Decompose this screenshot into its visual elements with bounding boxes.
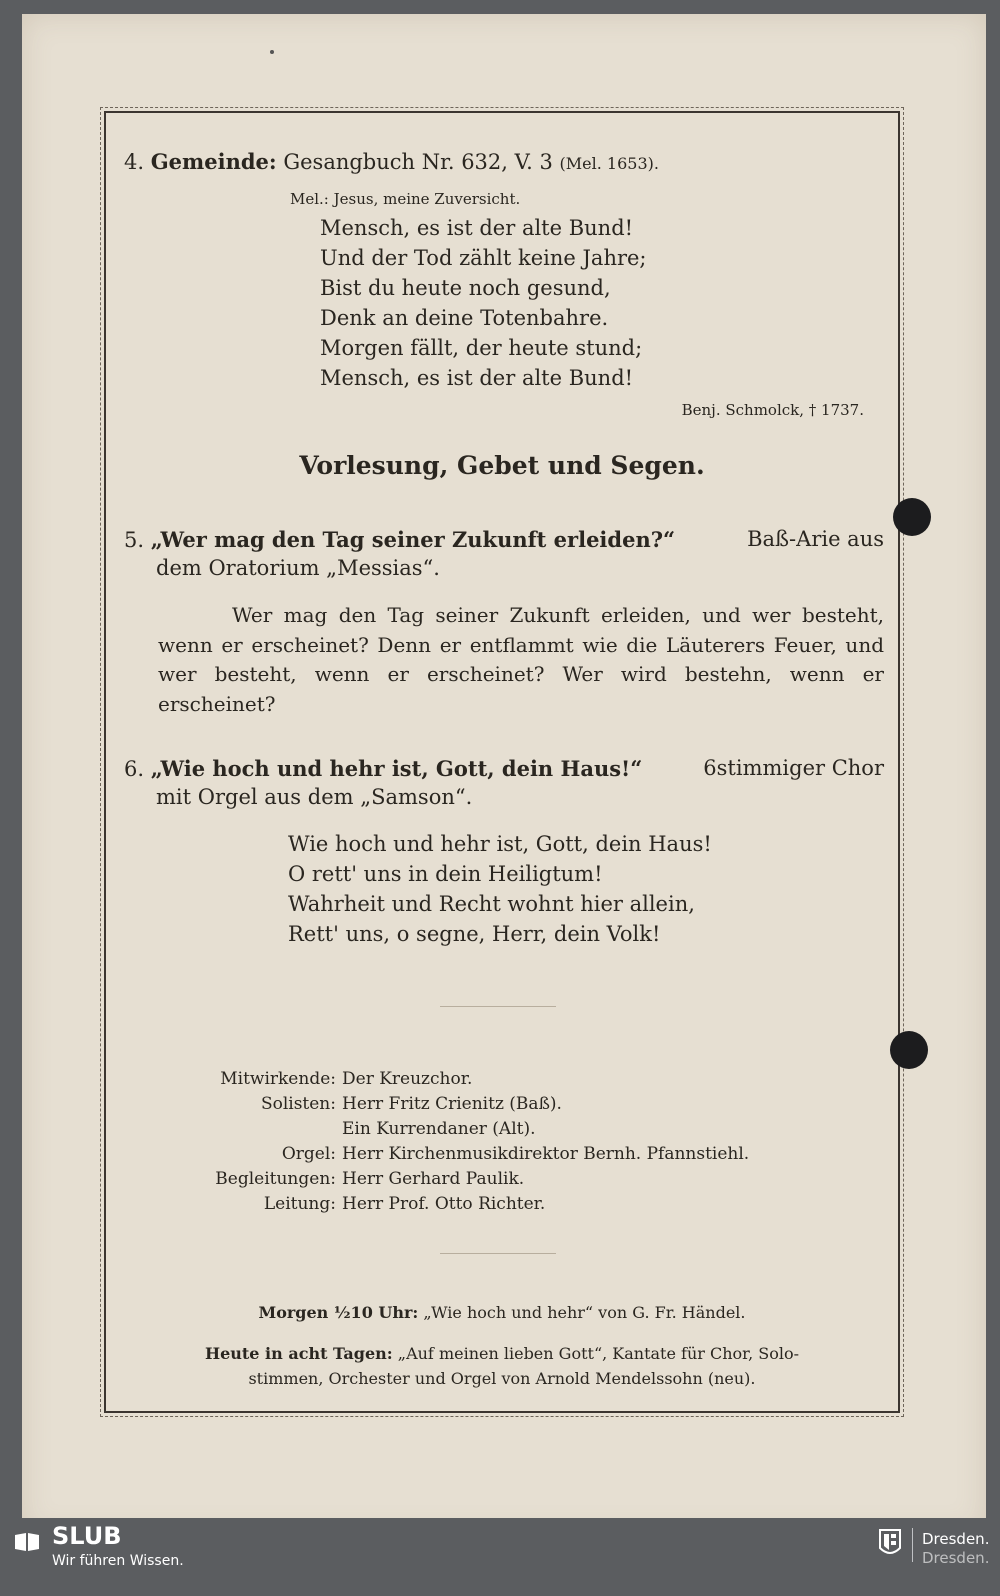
next-week-note bbox=[106, 1344, 898, 1363]
item4-label: Gemeinde: bbox=[150, 149, 277, 174]
credits-list bbox=[106, 1067, 749, 1217]
verse-line: O rett' uns in dein Heiligtum! bbox=[288, 862, 603, 886]
dresden-logo-mirror: Dresden. bbox=[922, 1549, 990, 1567]
item6-desc-a: 6stimmiger Chor bbox=[703, 756, 884, 780]
item4-author: Benj. Schmolck, † 1737. bbox=[681, 401, 864, 419]
credit-row bbox=[106, 1117, 749, 1142]
credit-label: Solisten: bbox=[260, 1094, 336, 1114]
tomorrow-text: „Wie hoch und hehr“ von G. Fr. Händel. bbox=[423, 1303, 746, 1322]
verse-line: Und der Tod zählt keine Jahre; bbox=[320, 246, 647, 270]
footer-divider bbox=[912, 1528, 913, 1562]
credit-label: Mitwirkende: bbox=[220, 1069, 336, 1089]
verse-line: Morgen fällt, der heute stund; bbox=[320, 336, 643, 360]
credit-label: Orgel: bbox=[281, 1144, 336, 1164]
verse-line: Mensch, es ist der alte Bund! bbox=[320, 366, 634, 390]
punch-hole bbox=[893, 498, 931, 536]
tomorrow-note bbox=[106, 1303, 898, 1322]
credit-row bbox=[106, 1167, 749, 1192]
item6-desc-b: mit Orgel aus dem „Samson“. bbox=[156, 785, 473, 809]
credit-row bbox=[106, 1192, 749, 1217]
credit-value: Herr Gerhard Paulik. bbox=[342, 1169, 525, 1189]
program-frame bbox=[104, 111, 900, 1413]
item6-line bbox=[124, 756, 642, 781]
paper-speck bbox=[270, 50, 274, 54]
item5-line bbox=[124, 527, 675, 552]
item6-title: „Wie hoch und hehr ist, Gott, dein Haus!“ bbox=[150, 756, 643, 781]
credit-row bbox=[106, 1092, 749, 1117]
credit-value: Ein Kurrendaner (Alt). bbox=[342, 1119, 536, 1139]
credit-label: Begleitungen: bbox=[215, 1169, 336, 1189]
dresden-logo-text[interactable]: Dresden. bbox=[922, 1530, 990, 1548]
item5-desc-b: dem Oratorium „Messias“. bbox=[156, 556, 440, 580]
dresden-crest-icon bbox=[878, 1528, 902, 1560]
item5-text: Wer mag den Tag seiner Zukunft erleiden, und wer besteht, wenn er erscheinet? Denn er entflammt wie die Läuterers Feuer, und wer besteht, wenn er erscheinet? Wer wird bestehn, wenn er erscheinet? bbox=[158, 603, 884, 716]
credit-value: Der Kreuzchor. bbox=[342, 1069, 473, 1089]
item4-line bbox=[124, 149, 659, 174]
verse-line: Mensch, es ist der alte Bund! bbox=[320, 216, 634, 240]
item5-title: „Wer mag den Tag seiner Zukunft erleiden?“ bbox=[150, 527, 676, 552]
credit-label: Leitung: bbox=[263, 1194, 336, 1214]
credit-row bbox=[106, 1067, 749, 1092]
verse-line: Rett' uns, o segne, Herr, dein Volk! bbox=[288, 922, 661, 946]
next-week-line2: stimmen, Orchester und Orgel von Arnold Mendelssohn (neu). bbox=[248, 1369, 756, 1388]
credit-value: Herr Prof. Otto Richter. bbox=[342, 1194, 546, 1214]
slub-logo-text[interactable]: SLUB bbox=[52, 1522, 122, 1550]
slub-tagline: Wir führen Wissen. bbox=[52, 1553, 184, 1569]
item5-desc-a: Baß-Arie aus bbox=[747, 527, 884, 551]
item4-text: Gesangbuch Nr. 632, V. 3 bbox=[283, 150, 553, 174]
item6-verses bbox=[288, 829, 712, 949]
verse-line: Wie hoch und hehr ist, Gott, dein Haus! bbox=[288, 832, 712, 856]
divider bbox=[440, 1006, 556, 1007]
item4-melody: Mel.: Jesus, meine Zuversicht. bbox=[290, 190, 521, 208]
section-heading: Vorlesung, Gebet und Segen. bbox=[299, 451, 705, 480]
verse-line: Wahrheit und Recht wohnt hier allein, bbox=[288, 892, 695, 916]
credit-value: Herr Fritz Crienitz (Baß). bbox=[342, 1094, 562, 1114]
item5-number: 5. bbox=[124, 528, 145, 552]
next-week-line1: „Auf meinen lieben Gott“, Kantate für Chor, Solo- bbox=[397, 1344, 799, 1363]
punch-hole bbox=[890, 1031, 928, 1069]
item4-verses bbox=[320, 213, 647, 393]
verse-line: Bist du heute noch gesund, bbox=[320, 276, 611, 300]
next-week-label: Heute in acht Tagen: bbox=[204, 1344, 393, 1363]
item4-mel-ref: (Mel. 1653). bbox=[559, 154, 659, 173]
credit-value: Herr Kirchenmusikdirektor Bernh. Pfannstiehl. bbox=[342, 1144, 750, 1164]
credit-row bbox=[106, 1142, 749, 1167]
item4-number: 4. bbox=[124, 150, 145, 174]
item6-number: 6. bbox=[124, 757, 145, 781]
program-sheet bbox=[22, 14, 986, 1534]
tomorrow-label: Morgen ½10 Uhr: bbox=[258, 1303, 419, 1322]
book-icon bbox=[14, 1532, 40, 1552]
divider bbox=[440, 1253, 556, 1254]
verse-line: Denk an deine Totenbahre. bbox=[320, 306, 609, 330]
